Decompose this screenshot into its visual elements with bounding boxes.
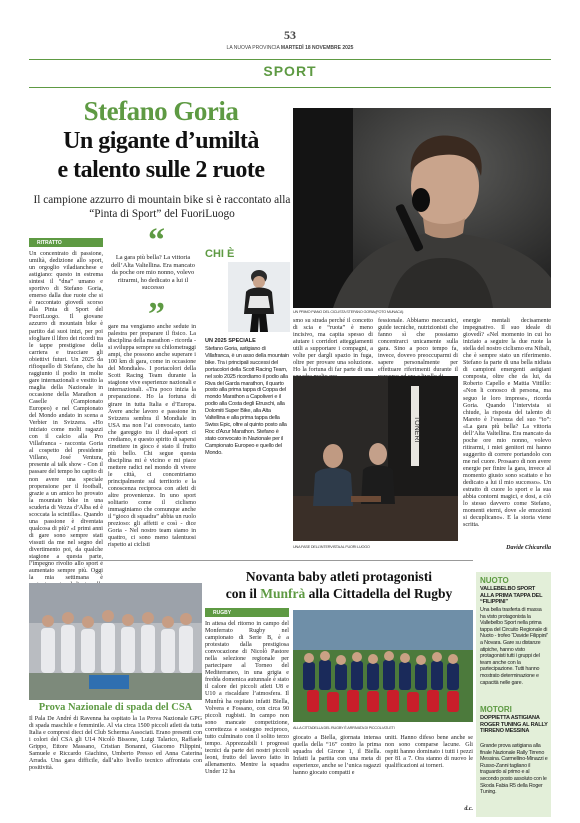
fencing-team-photo (29, 583, 202, 700)
close-quote-icon: ” (148, 296, 165, 333)
photo1-caption: UN PRIMO PIANO DEL CICLISTA STEFANO GORIA (FOTO MUNACA) (293, 310, 404, 314)
rugby-team-illustration (293, 610, 473, 722)
main-article-col3: smo su strada perché il concetto di scia e “ruota” è meno incisivo, ma capita spesso di aiutare i corridori atteggiamenti utili a supportare i compagni, a volte per dargli spazio in fuga, oltre per provare una soluzione. Ho la fortuna di far parte di una (293, 318, 373, 374)
rugby-label-text: RUGBY (213, 610, 232, 616)
csa-title: Prova Nazionale di spada del CSA (38, 702, 193, 713)
main-article-col4: fessionale. Abbiamo meccanici, guide tecniche, nutrizionisti che fanno sì che possiamo concentrarci unicamente sulla gara. Sino a poco tempo fa, invece, dovevo preoccuparmi di sapere personalmente per effettuare riferimenti durante il (378, 318, 458, 374)
main-article-col1: Un concentrato di passione, umiltà, dedizione allo sport, un orgoglio viladianchese e astigiano: questo in estrema sintesi il “dna” umano e sportivo di Stefano Goria, emerso dalla due ruote che si è raccontato giovedì scorso alla Pinta di Sport del FuoriLuogo. Il giovane azzurro di mountain bike è partito dai suoi inizi, per poi sfogliare il libro dei ricordi tra le tappe prestigiose della carriera e tracciare gli obiettivi futuri. Un 2025 da rifioquello di Stefano, che ha raggiunto il podio in molte gare internazionali e vestito la maglia della Nazionale in occasione della Marathon a Caselle (Campionato Europeo) e nel Campionato del Mondo andato in scena a Verbier in Svizzera. «Ho iniziato come molti ragazzi con il calcio alla Pro Villafranca - racconta Goria al cospetto del presidente Villano, José Ventura, presente al talk show - Con il passare del tempo ho capito di non avere una speciale propensione per il football, grazie a un amico ho provato la mountain bike in una scuderia di Vezza d’Alba ed è scoccata la scintilla». Quando una passione è diventata qualcosa di più? «I primi anni di gare sono sempre stati vissuti da me nel segno del divertimento poi, da qualche stagione a questa parte, l’impegno rivolto allo sport è aumentato sempre più. Oggi la mia settimana è (29, 251, 103, 582)
rugby-headline-2-pre: con il (225, 586, 261, 601)
interview-photo (293, 376, 458, 541)
story-headline-2: e talento sulle 2 ruote (57, 157, 265, 183)
motori-label: MOTORI (480, 705, 512, 714)
rugby-col3: uniti. Hanno difeso bene anche se non sono comparse lacune. Gli ospiti hanno dominato i tutti i pezzi per 81 a 7. Ora stanno di nuovo le qualificazioni ai torneri. (385, 735, 473, 770)
ritratto-label (29, 238, 103, 247)
pull-quote: La gara più bella? La vittoria dell’Alta Valtellina. Era mancato da poche ore mio nonno, volevo ritrarmi, ho dedicato a lui il successo (111, 254, 195, 292)
page-date-line (0, 45, 580, 51)
chi-e-text: Stefano Goria, astigiano di Villafranca, è un asso della mountain bike. Tra i principali successi del portacolori della Scott Racing Team, nel solo 2025 ricordiamo il podio alla Riva del Garda marathon, il quarto posto alla prima tappa di Coppa del mondo Marathon a Capoliveri e il podio alla Costa degli Etruschi, alla Dolomiti Super Bike, alla Alta Valtellina e alla prima tappa della Swiss Epic, oltre al quinto posto alla Roc d’Azur Marathon. Stefano è stato convocato in Nazionale per il Campionato Europeo e quello del Mondo. (205, 346, 289, 456)
chi-e-title: CHI È (205, 248, 235, 260)
issue-date: MARTEDÌ 18 NOVEMBRE 2025 (280, 45, 354, 51)
ritratto-label-text: RITRATTO (37, 240, 62, 246)
interview-scene-illustration (293, 376, 458, 541)
header-rule-top (29, 59, 551, 60)
chi-e-heading: UN 2025 SPECIALE (205, 338, 256, 344)
page-number: 53 (284, 28, 296, 42)
motori-text: Grande prova astigiana alla finale Nazionale Rally Tirreno Messina. Carmellino-Minazzi e Russo-Zanni tagliano il traguardo al primo e al secondo posto assoluto con le Skoda Fabia R5 della Roger Tuning. (480, 743, 548, 796)
rugby-headline-1: Novanta baby atleti protagonisti (245, 569, 433, 584)
main-byline: Davide Chicarella (506, 545, 551, 551)
svg-text:TONERI: TONERI (413, 416, 420, 443)
rugby-col1: In attesa del ritorno in campo del Monferrato Rugby nel campionato di Serie B, è a protestato dalla prestigiosa convocazione di Nicolò Pastore nella selezione regionale per partecipare al Torneo del Mediterraneo, in una grigia e fredda domenica autunnale è stato il calore dei piccoli atleti U8 e U10 a riscaldare l’atmosfera. Il Munfrà ha ospitato infatti Biella, Volvera e Fossano, con circa 90 piccoli rugbisti. In campo non sono mancate competizione, correttezza e sostegno reciproco, tutto culminato con il solito terzo tempo. Apprezzabili i progressi tecnici da parte dei nostri piccoli leoni, frutto del lavoro fatto in allenamento. Mentre la squadra Under 12 ha (205, 621, 289, 775)
story-subhead: Il campione azzurro di mountain bike si è raccontato alla “Pinta di Sport” del FuoriLuogo (33, 194, 291, 220)
goria-portrait-illustration (293, 108, 551, 308)
goria-portrait-photo (293, 108, 551, 308)
cyclist-icon (228, 262, 290, 332)
photo2-caption: UNA FASE DELL’INTERVISTA AL FUORI LUOGO (293, 545, 370, 549)
rugby-photo-caption: ALLA CITTADELLA DEL RUGBY È ARRIVATA DI PICCOLI ATLETI (293, 726, 395, 730)
rugby-headline-2-accent: Munfrà (260, 586, 306, 601)
nuoto-text: Una bella trasferta di massa ha visto protagonista la Vallebelbo Sport nella prima tappa del Circuito Regionale di Nuoto - trofeo “Davide Filippini” a Novara. Gare su distanze atipiche, hanno visto protagonisti tutti i gruppi del team anche con la partecipazione. Tutti hanno mostrato determinazione e capacità nelle gare. (480, 607, 549, 686)
rugby-headline-2 (205, 586, 473, 602)
rugby-label (205, 608, 289, 617)
header-rule-bottom (29, 87, 551, 88)
main-article-col2: gare ma vengiamo anche sedute in palestra per preparare il fisico. La disciplina della marathon - ricorda - si sviluppa sempre su chilometraggi ampi, che possono anche superare i 100 km di gara, come in occasione del Mondiale». I portacolori della Scott Racing Team durante la stagione vive esperienze nazionali e internazionali. «Tra poco inizia la preparazione. Ho la fortuna di girare in tutta Italia e d’Europa. Avere anche lavoro e passione in Svizzera sembra il Mondiale in USA ma non l’ai convocato, tanto che gareggio tra il dual-sport ci crediamo, e questo spirito di sapersi rimettere in gioco è stato il frutto più bello. Chi segue questa disciplina mi è vicino e mi piace mettere radici nel mondo di vivere le città, ci concentriamo principalmente sul territorio e la conoscenza reciproca con atleti di altre provenienze. In uno sport solitario come il ciclismo immaginiamo che comunque anche il “gioco di squadra” abbia un ruolo prezioso: gli affetti e così - dice Goria - Nel nostro team siamo in quattro, ci sono meno talentuosi rispetto ai ciclisti (108, 324, 196, 549)
story-kicker: Stefano Goria (83, 96, 239, 126)
goria-race-photo (228, 262, 290, 332)
sidebar (476, 572, 551, 817)
section-title: SPORT (263, 63, 317, 79)
story-headline-1: Un gigante d’umiltà (63, 128, 259, 154)
main-article-col5: energie mentali decisamente impegnativo. Il suo ideale di giovedì? «Nel momento in cui ho iniziato a seguire la due ruote la stella del nostro ciclismo era Nibali, che è sempre stato un riferimento. Stefano fa parte di una bella nidiata di campioni emergenti astigiani composta, oltre che da lui, da Roberto Capello e Mattia Vittillo: «Non li conosco di persona, ma seguo le loro imprese», ricorda Goria. Quando l’intervista si chiude, la risposta del talento di Mareto è l’essenza del suo “io”: «La gara più bella? La vittoria dell’Alta Valtellina. Era mancato da poche ore mio nonno, volevo ritirarmi, i miei genitori mi hanno suggerito di correre portandolo con me nel cuore. Prosaaro di non avere energie per finire la gara, invece al momento giusto sono scattato e ho dedicato a lui il mio successo». Un estratto di cuore lo sport e la sua abbia contorni magici, e dosi, a ciò lo stesso davvero come Stefano, momenti eterni, dove «le emozioni si decuplicano». E la storia viene scritta. (463, 318, 551, 529)
csa-text: Il Pala De André di Ravenna ha ospitato la 1a Prova Nazionale GPG di spada maschile e femminile. Al via circa 1500 piccoli atleti da tutta Italia e compresi dieci del Club Scherma Associati. Erano presenti con i colori del CSA gli U14 Nicolò Bissone, Luigi Talarico, Raffaele Grippo, Ettore Massano, Cristian Bonanni, Giacomo Filippini, Samuele e Riccardo Giachino, Umberto Presso ed Anna Caterina Arrada. Una gara difficile, dall’alto livello tecnico affrontata con positività. (29, 716, 202, 772)
nuoto-label: NUOTO (480, 576, 509, 585)
newspaper-name: LA NUOVA PROVINCIA (226, 45, 280, 51)
rugby-kids-photo (293, 610, 473, 722)
nuoto-heading: VALLEBELBO SPORT ALLA PRIMA TAPPA DEL “FILIPPINI” (480, 586, 543, 606)
section-separator (29, 560, 473, 561)
rugby-headline-2-post: alla Cittadella del Rugby (305, 586, 453, 601)
fencing-group-illustration (29, 583, 202, 700)
open-quote-icon: “ (148, 222, 165, 259)
rugby-byline: d.c. (464, 806, 473, 812)
rugby-col2: giocato a Biella, giornata intensa quella della “16” contro la prima squadra del Girone 1, il Biella. Infatti la partita con una meta di esperienze, anche se l’unica ragazzi hanno giocato compatti e (293, 735, 381, 777)
motori-heading: DOPPIETTA ASTIGIANA ROGER TUNING AL RALLY TIRRENO MESSINA (480, 715, 548, 735)
